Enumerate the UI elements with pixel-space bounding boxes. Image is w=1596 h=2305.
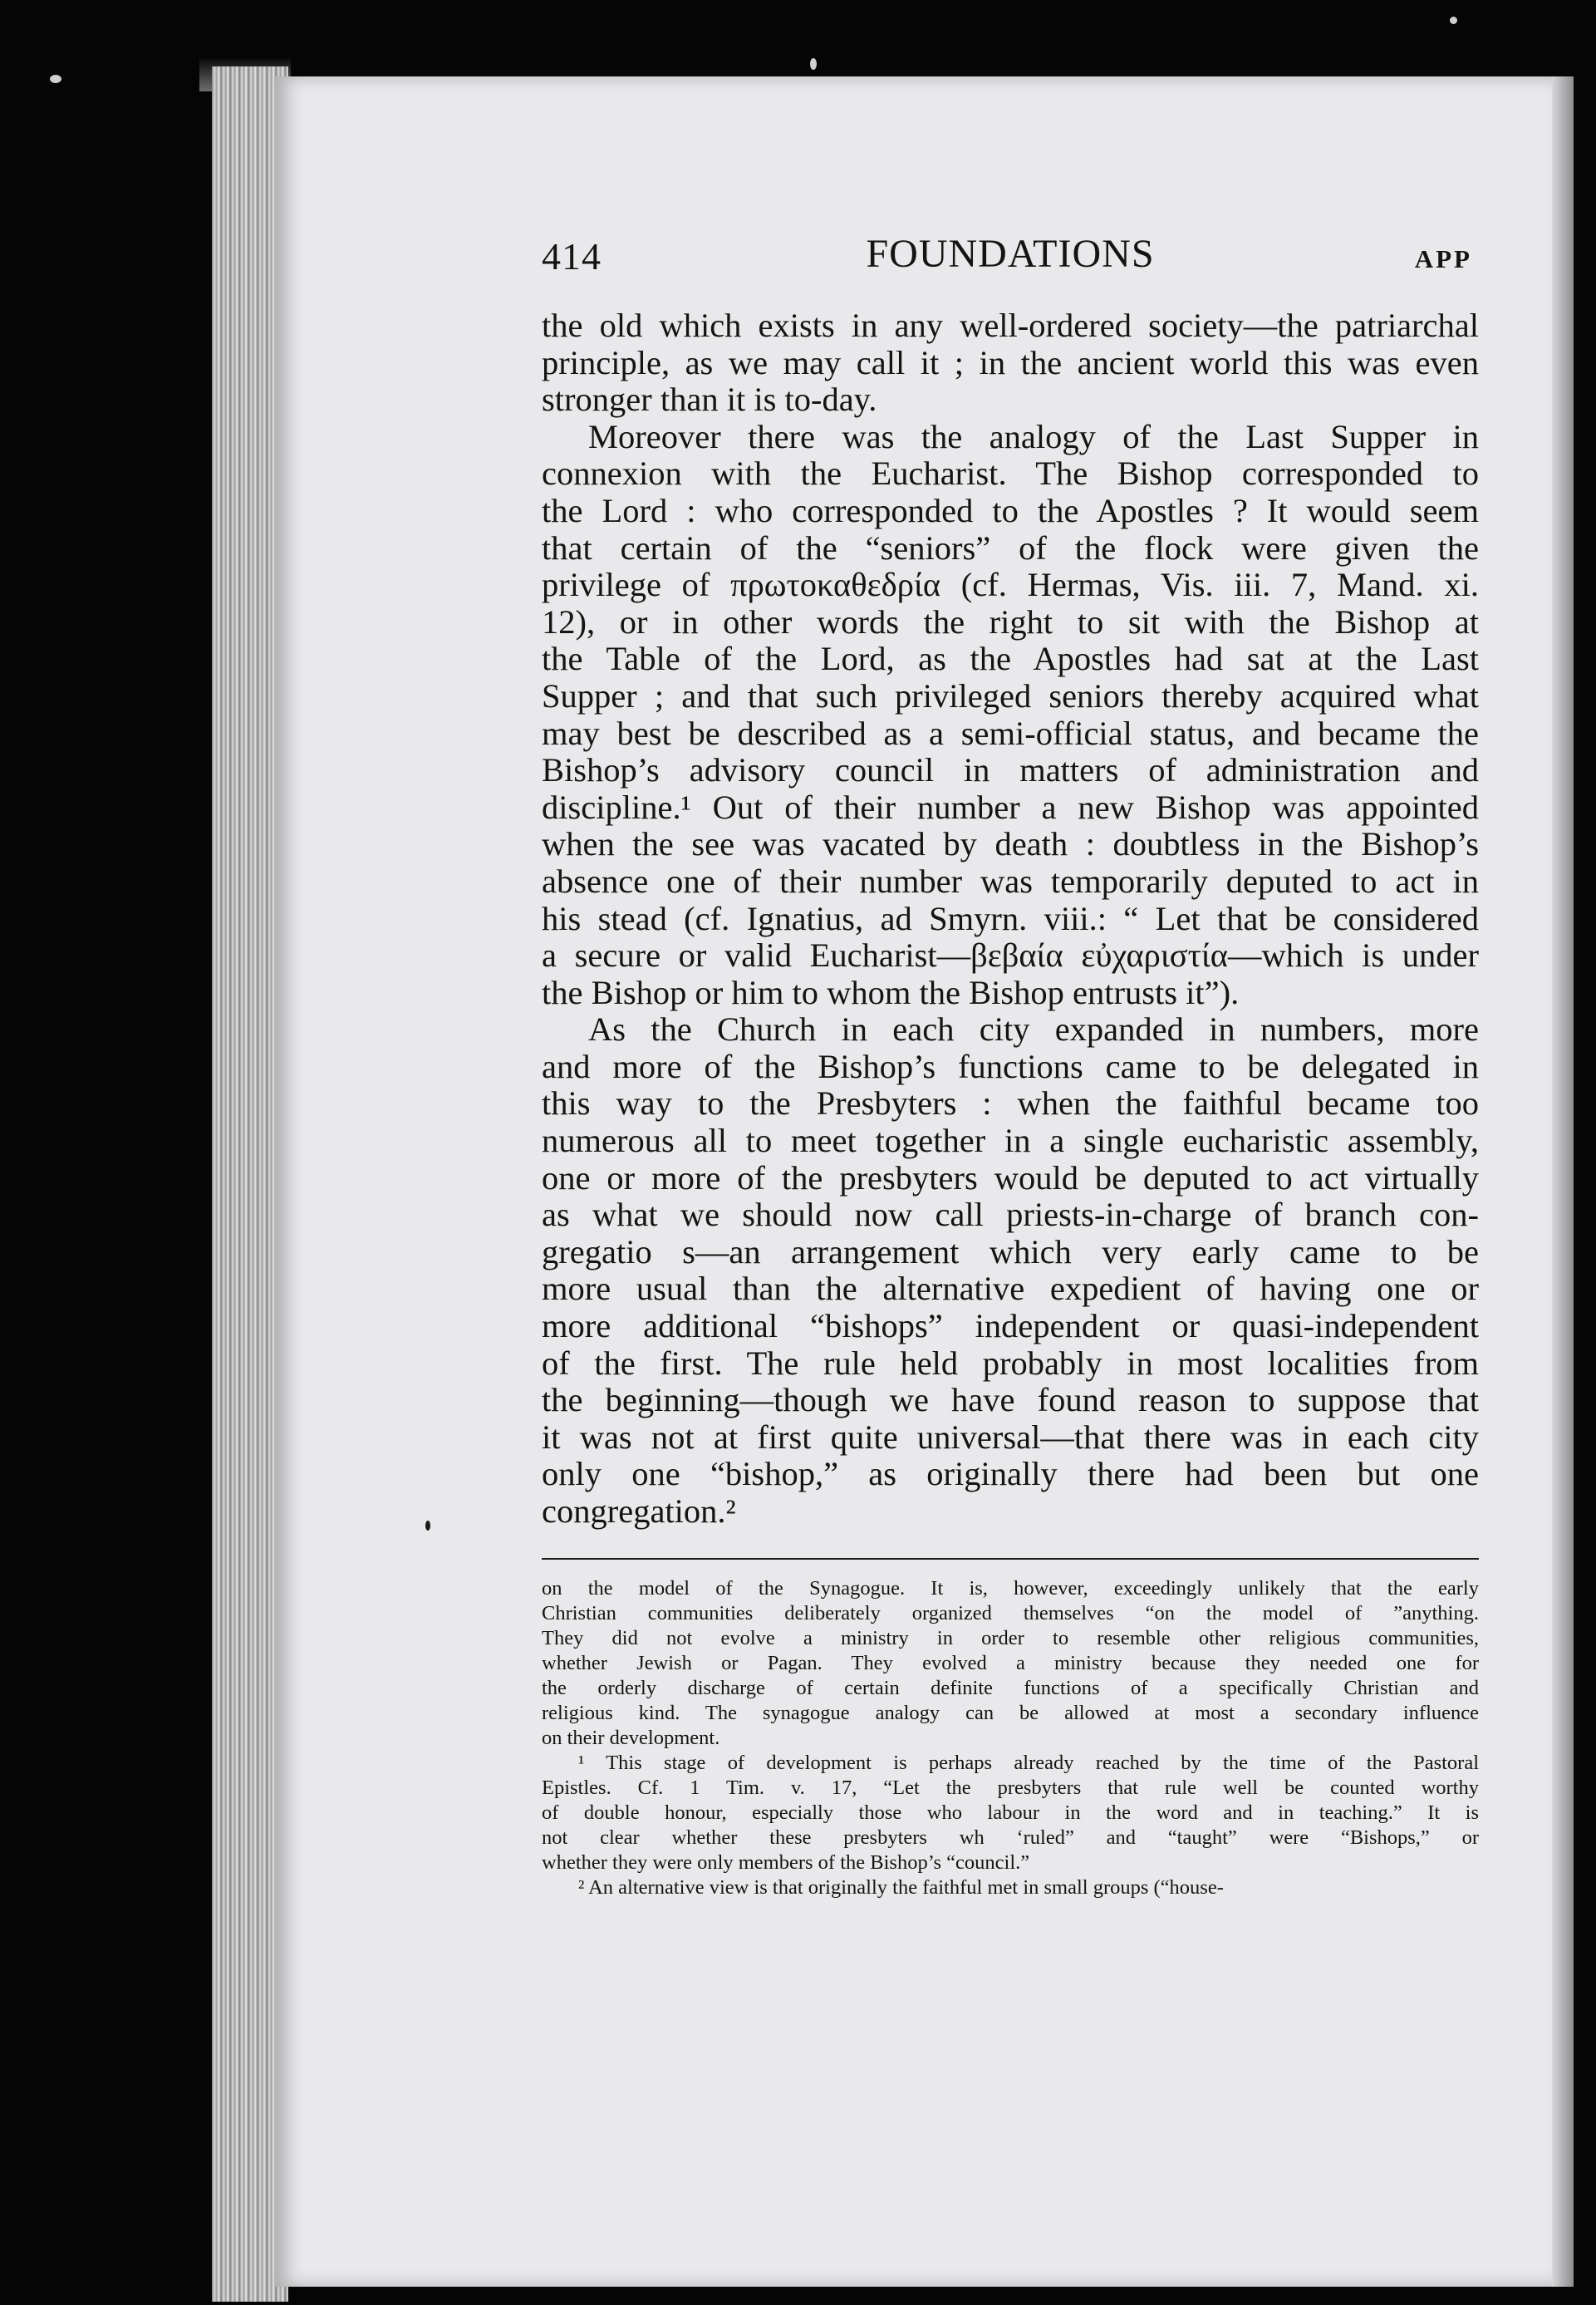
footnote-line: ¹ This stage of development is perhaps already reached by the time of the Pastoral xyxy=(578,1752,1479,1774)
page-mark xyxy=(425,1521,430,1531)
body-line: the Table of the Lord, as the Apostles had sat at the Last xyxy=(542,640,1479,678)
scan-speck xyxy=(1450,17,1457,24)
footnote-line: of double honour, especially those who labour in the word and in teaching.” It is xyxy=(542,1801,1479,1824)
body-line: only one “bishop,” as originally there had been but one xyxy=(542,1455,1479,1493)
footnote-line: Epistles. Cf. 1 Tim. v. 17, “Let the presbyters that rule well be counted worthy xyxy=(542,1777,1479,1799)
body-line: when the see was vacated by death : doubtless in the Bishop’s xyxy=(542,825,1479,863)
body-line: discipline.¹ Out of their number a new Bishop was appointed xyxy=(542,788,1479,826)
scan-speck xyxy=(810,58,817,70)
body-line: principle, as we may call it ; in the ancient world this was even xyxy=(542,343,1479,381)
body-line: numerous all to meet together in a single eucharistic assembly, xyxy=(542,1122,1479,1160)
footnote-line: Christian communities deliberately organized themselves “on the model of ”anything. xyxy=(542,1602,1479,1624)
body-line: absence one of their number was temporarily deputed to act in xyxy=(542,862,1479,900)
body-line: more additional “bishops” independent or quasi-independent xyxy=(542,1307,1479,1345)
footnote-line: the orderly discharge of certain definite functions of a specifically Christian and xyxy=(542,1677,1479,1699)
body-line: As the Church in each city expanded in numbers, more xyxy=(588,1010,1479,1049)
body-line: congregation.² xyxy=(542,1492,736,1530)
body-line: the beginning—though we have found reason to suppose that xyxy=(542,1381,1479,1419)
footnote-line: whether Jewish or Pagan. They evolved a ministry because they needed one for xyxy=(542,1652,1479,1674)
footnote-rule xyxy=(542,1558,1479,1560)
running-section: APP xyxy=(1414,244,1472,273)
body-line: more usual than the alternative expedient of having one or xyxy=(542,1270,1479,1308)
body-line: a secure or valid Eucharist—βεβαία εὐχαριστία—which is under xyxy=(542,936,1479,975)
footnote-line: ² An alternative view is that originally the faithful met in small groups (“house- xyxy=(578,1876,1224,1899)
footnote-line: religious kind. The synagogue analogy can be allowed at most a secondary influence xyxy=(542,1702,1479,1724)
body-line: and more of the Bishop’s functions came to be delegated in xyxy=(542,1047,1479,1085)
body-line: the Bishop or him to whom the Bishop entrusts it”). xyxy=(542,973,1240,1011)
footnote-line: whether they were only members of the Bishop’s “council.” xyxy=(542,1851,1030,1874)
body-line: this way to the Presbyters : when the faithful became too xyxy=(542,1084,1479,1123)
body-line: it was not at first quite universal—that there was in each city xyxy=(542,1418,1479,1456)
footnotes xyxy=(542,1576,1479,1900)
footnote-line: not clear whether these presbyters wh ‘ruled” and “taught” were “Bishops,” or xyxy=(542,1826,1479,1849)
body-line: 12), or in other words the right to sit with the Bishop at xyxy=(542,602,1479,641)
body-line: as what we should now call priests-in-charge of branch con- xyxy=(542,1196,1479,1234)
page-number: 414 xyxy=(542,235,602,278)
running-title: FOUNDATIONS xyxy=(866,232,1155,276)
body-line: Bishop’s advisory council in matters of administration and xyxy=(542,751,1479,789)
body-line: may best be described as a semi-official status, and became the xyxy=(542,714,1479,752)
body-line: one or more of the presbyters would be deputed to act virtually xyxy=(542,1158,1479,1197)
page-right-edge xyxy=(1552,76,1574,2287)
footnote-line: on their development. xyxy=(542,1727,720,1749)
body-line: Supper ; and that such privileged seniors thereby acquired what xyxy=(542,676,1479,715)
body-line: privilege of πρωτοκαθεδρία (cf. Hermas, Vis. iii. 7, Mand. xi. xyxy=(542,566,1479,604)
scan-speck xyxy=(50,75,61,83)
body-line: gregatio s—an arrangement which very early came to be xyxy=(542,1232,1479,1270)
body-line: Moreover there was the analogy of the Last Supper in xyxy=(588,417,1479,455)
running-header xyxy=(542,234,1479,284)
body-text xyxy=(542,307,1479,1531)
body-line: that certain of the “seniors” of the flock were given the xyxy=(542,528,1479,567)
footnote-line: on the model of the Synagogue. It is, however, exceedingly unlikely that the early xyxy=(542,1577,1479,1600)
body-line: his stead (cf. Ignatius, ad Smyrn. viii.: “ Let that be considered xyxy=(542,899,1479,937)
body-line: connexion with the Eucharist. The Bishop corresponded to xyxy=(542,455,1479,493)
body-line: of the first. The rule held probably in most localities from xyxy=(542,1344,1479,1382)
body-line: the Lord : who corresponded to the Apostles ? It would seem xyxy=(542,491,1479,529)
body-line: the old which exists in any well-ordered society—the patriarchal xyxy=(542,307,1479,344)
footnote-line: They did not evolve a ministry in order to resemble other religious communities, xyxy=(542,1627,1479,1649)
body-line: stronger than it is to-day. xyxy=(542,381,877,419)
